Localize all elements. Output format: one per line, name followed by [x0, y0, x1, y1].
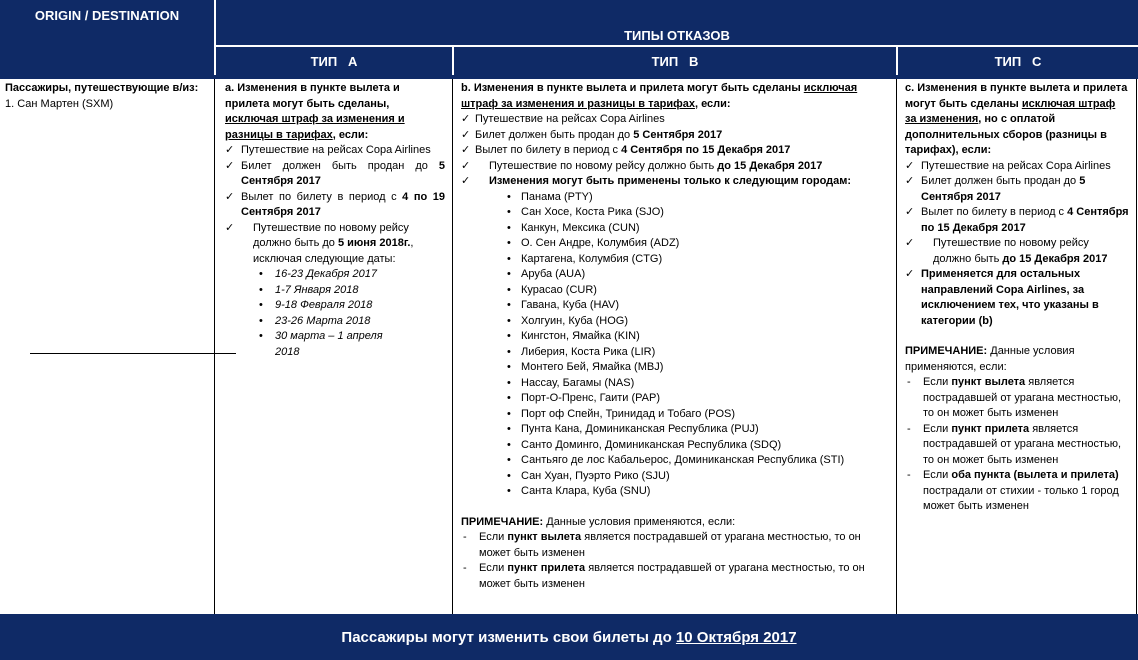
origin-passengers: Пассажиры, путешествующие в/из:: [5, 82, 199, 94]
type-b-c5-bold: Изменения могут быть применены только к следующим городам:: [489, 175, 852, 187]
type-b-city-19: • Сан Хуан, Пуэрто Рико (SJU): [507, 469, 889, 485]
type-c-header: [898, 47, 1138, 75]
type-b-condition-2: [461, 128, 889, 144]
type-c-note-label: ПРИМЕЧАНИЕ:: [905, 345, 988, 357]
origin-destination-label: ORIGIN / DESTINATION: [34, 8, 180, 23]
type-a-date-3: • 9-18 Февраля 2018: [259, 298, 445, 314]
type-c-note-item-3: [905, 468, 1129, 515]
type-c-c3-bold: 4 Сентября по 15 Декабря 2017: [921, 206, 1129, 234]
type-b-condition-1: [461, 112, 889, 128]
type-b-city-14: • Порт-О-Пренс, Гаити (PAP): [507, 391, 889, 407]
type-b-city-8: • Гавана, Куба (HAV): [507, 298, 889, 314]
type-a-c4-tail: , исключая следующие даты:: [253, 237, 414, 265]
type-b-label: ТИП В: [651, 53, 699, 69]
type-c-note: [905, 344, 1129, 375]
type-c-n3-pre: Если: [923, 469, 952, 481]
type-b-c4-text: Путешествие по новому рейсу должно быть: [489, 159, 718, 172]
type-b-note-label: ПРИМЕЧАНИЕ:: [461, 515, 544, 528]
type-b-condition-4: [461, 159, 889, 175]
type-a-c4-text: Путешествие по новому рейсу должно быть до: [253, 221, 409, 249]
type-a-intro-prefix: a. Изменения в пункте вылета и прилета могут быть сделаны,: [225, 82, 400, 110]
origin-item-1: 1. Сан Мартен (SXM): [5, 97, 114, 110]
type-c-n1-pre: Если: [923, 376, 952, 388]
type-b-city-11: • Либерия, Коста Рика (LIR): [507, 345, 889, 361]
type-c-n2-post: является пострадавшей от урагана местностью, то он может быть изменен: [923, 422, 1122, 466]
column-divider-2: [452, 79, 453, 614]
type-b-city-15: • Порт оф Спейн, Тринидад и Тобаго (POS): [507, 407, 889, 423]
type-b-header: [454, 47, 896, 75]
type-a-header: [216, 47, 452, 75]
type-b-cell: [461, 81, 889, 592]
type-b-condition-5: [461, 174, 889, 190]
type-b-n2-post: является пострадавшей от урагана местностью, то он может быть изменен: [479, 562, 865, 590]
type-b-city-20: • Санта Клара, Куба (SNU): [507, 484, 889, 500]
type-b-c3-text: Вылет по билету в период с: [475, 144, 622, 156]
origin-destination-header: [0, 0, 214, 79]
type-a-intro-underlined: исключая штраф за изменения и разницы в тарифах: [225, 113, 405, 141]
type-c-intro: [905, 81, 1129, 159]
right-border: [1136, 79, 1137, 614]
type-c-note-item-2: [905, 422, 1129, 469]
type-b-condition-3: [461, 143, 889, 159]
type-c-c2-text: Билет должен быть продан до: [921, 175, 1080, 187]
type-a-c2-text: Билет должен быть продан до: [241, 159, 439, 172]
type-a-label: ТИП А: [310, 53, 358, 69]
type-a-c4-bold: 5 июня 2018г.: [337, 237, 411, 249]
type-b-n2-bold: пункт прилета: [507, 562, 586, 574]
type-c-c5-bold: Применяется для остальных направлений Copa Airlines, за исключением тех, что указаны в категории (b): [921, 268, 1099, 327]
type-b-city-16: • Пунта Кана, Доминиканская Республика (PUJ): [507, 422, 889, 438]
type-a-intro: [225, 81, 445, 143]
type-c-n3-post: пострадали от стихии - только 1 город может быть изменен: [923, 484, 1119, 512]
type-b-n1-post: является пострадавшей от урагана местностью, то он может быть изменен: [479, 531, 861, 559]
type-b-c1-text: Путешествие на рейсах Copa Airlines: [475, 113, 665, 125]
type-c-condition-4: [905, 236, 1129, 267]
type-c-cell: [905, 81, 1129, 515]
type-a-c2-bold: 5 Сентября 2017: [241, 159, 445, 187]
type-c-condition-1: [905, 159, 1129, 175]
type-a-c3-text: Вылет по билету в период с: [241, 190, 403, 203]
type-b-city-2: • Сан Хосе, Коста Рика (SJO): [507, 205, 889, 221]
footer-banner: [0, 614, 1138, 660]
type-c-condition-5: [905, 267, 1129, 329]
type-c-n2-pre: Если: [923, 422, 952, 435]
header-strip: [0, 75, 1138, 79]
footer-text: Пассажиры могут изменить свои билеты до: [341, 628, 676, 646]
type-a-condition-2: [225, 159, 445, 190]
type-a-cell: [225, 81, 445, 360]
types-title: ТИПЫ ОТКАЗОВ: [624, 28, 730, 43]
type-b-note-item-1: [461, 530, 881, 561]
type-b-n1-bold: пункт вылета: [507, 531, 582, 543]
type-a-c1-text: Путешествие на рейсах Copa Airlines: [241, 144, 431, 156]
type-c-intro-suffix: , но с оплатой дополнительных сборов (разницы в тарифах), если:: [905, 113, 1107, 156]
type-b-intro-underlined: исключая штраф за изменения и разницы в тарифах: [461, 82, 858, 110]
type-b-city-18: • Сантьяго де лос Кабальерос, Доминиканская Республика (STI): [507, 453, 889, 469]
footer-date: 10 Октября 2017: [675, 628, 797, 646]
type-c-n1-bold: пункт вылета: [951, 376, 1026, 388]
type-c-c4-text: Путешествие по новому рейсу должно быть: [933, 237, 1089, 265]
type-b-city-5: • Картагена, Колумбия (CTG): [507, 252, 889, 268]
type-b-intro-prefix: b. Изменения в пункте вылета и прилета могут быть сделаны: [461, 82, 804, 94]
type-b-n1-pre: Если: [479, 531, 508, 543]
type-a-date-4: • 23-26 Марта 2018: [259, 314, 445, 330]
type-a-c3-bold: 4 по 19 Сентября 2017: [241, 190, 445, 218]
type-b-city-10: • Кингстон, Ямайка (KIN): [507, 329, 889, 345]
type-b-city-13: • Нассау, Багамы (NAS): [507, 376, 889, 392]
type-b-note: [461, 515, 889, 531]
type-a-condition-4: [225, 221, 445, 268]
type-c-note-item-1: [905, 375, 1129, 422]
stray-line: [30, 353, 236, 354]
type-b-city-3: • Канкун, Мексика (CUN): [507, 221, 889, 237]
type-b-city-7: • Курасао (CUR): [507, 283, 889, 299]
type-c-n2-bold: пункт прилета: [951, 422, 1030, 435]
type-a-date-2: • 1-7 Января 2018: [259, 283, 445, 299]
type-c-condition-3: [905, 205, 1129, 236]
type-c-c2-bold: 5 Сентября 2017: [921, 175, 1086, 203]
type-b-city-9: • Холгуин, Куба (HOG): [507, 314, 889, 330]
type-c-n3-bold: оба пункта (вылета и прилета): [951, 469, 1119, 481]
type-b-c2-bold: 5 Сентября 2017: [633, 128, 723, 141]
type-a-intro-suffix: , если:: [332, 128, 369, 141]
type-c-condition-2: [905, 174, 1129, 205]
type-a-date-1: • 16-23 Декабря 2017: [259, 267, 445, 283]
type-b-city-17: • Санто Доминго, Доминиканская Республика (SDQ): [507, 438, 889, 454]
type-b-note-item-2: [461, 561, 881, 592]
type-b-city-4: • О. Сен Андре, Колумбия (ADZ): [507, 236, 889, 252]
type-b-city-6: • Аруба (AUA): [507, 267, 889, 283]
type-b-c3-bold: 4 Сентября по 15 Декабря 2017: [621, 144, 791, 156]
type-b-intro-suffix: , если:: [694, 97, 731, 110]
type-b-c2-text: Билет должен быть продан до: [475, 128, 634, 141]
type-b-note-text: Данные условия применяются, если:: [543, 515, 736, 528]
types-header: [216, 0, 1138, 45]
type-c-intro-underlined: исключая штраф за изменения: [905, 97, 1116, 125]
type-b-n2-pre: Если: [479, 562, 508, 574]
type-b-c4-bold: до 15 Декабря 2017: [717, 159, 823, 172]
type-c-c4-bold: до 15 Декабря 2017: [1002, 252, 1108, 265]
type-b-intro: [461, 81, 889, 112]
column-divider-3: [896, 79, 897, 614]
type-c-c1-text: Путешествие на рейсах Copa Airlines: [921, 159, 1111, 172]
type-a-condition-1: [225, 143, 445, 159]
origin-cell: [5, 81, 211, 112]
type-b-city-1: • Панама (PTY): [507, 190, 889, 206]
type-a-condition-3: [225, 190, 445, 221]
type-b-city-12: • Монтего Бей, Ямайка (MBJ): [507, 360, 889, 376]
type-c-intro-prefix: c. Изменения в пункте вылета и прилета могут быть сделаны: [905, 82, 1128, 110]
type-c-n1-post: является пострадавшей от урагана местностью, то он может быть изменен: [923, 376, 1122, 419]
type-c-label: ТИП С: [994, 53, 1042, 69]
type-c-note-text: Данные условия применяются, если:: [905, 345, 1075, 373]
type-a-date-5: • 30 марта – 1 апреля 2018: [259, 329, 385, 360]
type-c-c3-text: Вылет по билету в период с: [921, 206, 1068, 218]
column-divider-1: [214, 79, 215, 614]
